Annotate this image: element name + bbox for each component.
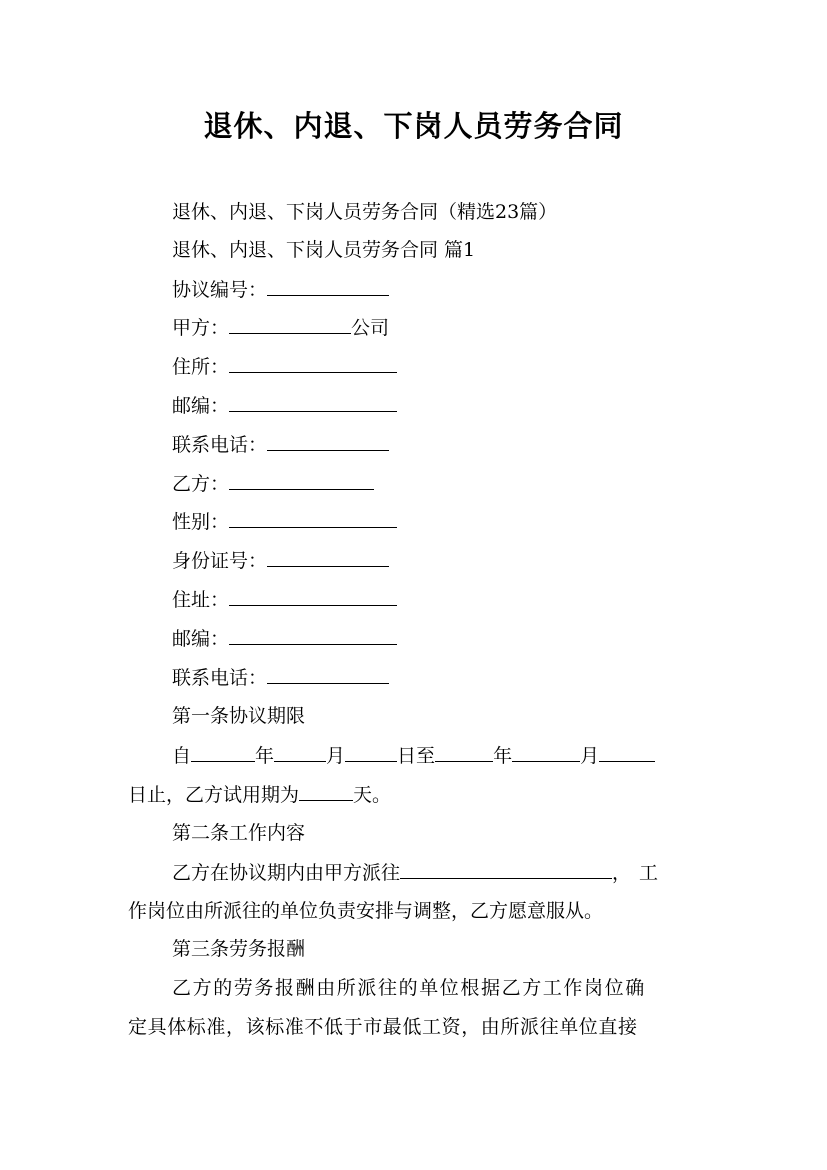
month-text-2: 月 [580,745,600,767]
party-a-suffix: 公司 [351,317,390,339]
dispatch-unit-blank [400,860,612,879]
day-to-text: 日至 [397,745,436,767]
residence-a-label: 住所： [172,356,230,378]
address-b-label: 住址： [172,589,230,611]
postcode-a-label: 邮编： [172,395,230,417]
year-text-2: 年 [493,745,513,767]
id-number-line [172,548,389,573]
residence-a-line [172,354,397,379]
end-month-blank [512,743,580,762]
postcode-b-line [172,626,397,651]
section-heading: 退休、内退、下岗人员劳务合同 篇1 [172,239,476,261]
agreement-number-line [172,277,389,302]
phone-b-label: 联系电话： [172,667,268,689]
gender-label: 性别： [172,511,230,533]
phone-a-label: 联系电话： [172,434,268,456]
party-a-blank [229,315,351,334]
document-subtitle: 退休、内退、下岗人员劳务合同（精选23篇） [172,201,558,223]
month-text: 月 [326,745,346,767]
agreement-number-blank [267,277,389,296]
party-a-label: 甲方： [172,317,230,339]
start-month-blank [274,743,326,762]
gender-blank [229,509,397,528]
end-day-blank [599,743,655,762]
article-3-heading: 第三条劳务报酬 [172,938,306,960]
article-1-probation-line [128,782,391,807]
probation-text: 日止，乙方试用期为 [128,784,300,806]
phone-b-line [172,665,389,690]
party-b-blank [229,471,374,490]
probation-days-blank [299,782,353,801]
dispatch-text-end: ，工 [612,862,667,884]
article-2-heading: 第二条工作内容 [172,822,306,844]
party-b-line [172,471,374,496]
start-year-blank [191,743,255,762]
article-1-heading: 第一条协议期限 [172,705,306,727]
start-day-blank [345,743,397,762]
document-title: 退休、内退、下岗人员劳务合同 [203,109,624,143]
residence-a-blank [229,354,397,373]
article-3-line-2: 定具体标准，该标准不低于市最低工资，由所派往单位直接 [128,1016,638,1038]
article-1-term-line [172,743,655,768]
dispatch-text: 乙方在协议期内由甲方派往 [172,862,401,884]
gender-line [172,509,397,534]
agreement-number-label: 协议编号： [172,279,268,301]
address-b-line [172,587,397,612]
phone-a-blank [267,432,389,451]
from-text: 自 [172,745,192,767]
article-2-line-1 [172,860,666,885]
id-number-blank [267,548,389,567]
party-a-line [172,315,389,340]
address-b-blank [229,587,397,606]
postcode-a-blank [229,393,397,412]
article-2-line-2: 作岗位由所派往的单位负责安排与调整，乙方愿意服从。 [128,900,604,922]
year-text: 年 [255,745,275,767]
end-year-blank [435,743,493,762]
party-b-label: 乙方： [172,473,230,495]
id-number-label: 身份证号： [172,550,268,572]
phone-a-line [172,432,389,457]
phone-b-blank [267,665,389,684]
days-text: 天。 [353,784,392,806]
postcode-b-blank [229,626,397,645]
article-3-line-1: 乙方的劳务报酬由所派往的单位根据乙方工作岗位确 [172,977,646,999]
postcode-a-line [172,393,397,418]
postcode-b-label: 邮编： [172,628,230,650]
